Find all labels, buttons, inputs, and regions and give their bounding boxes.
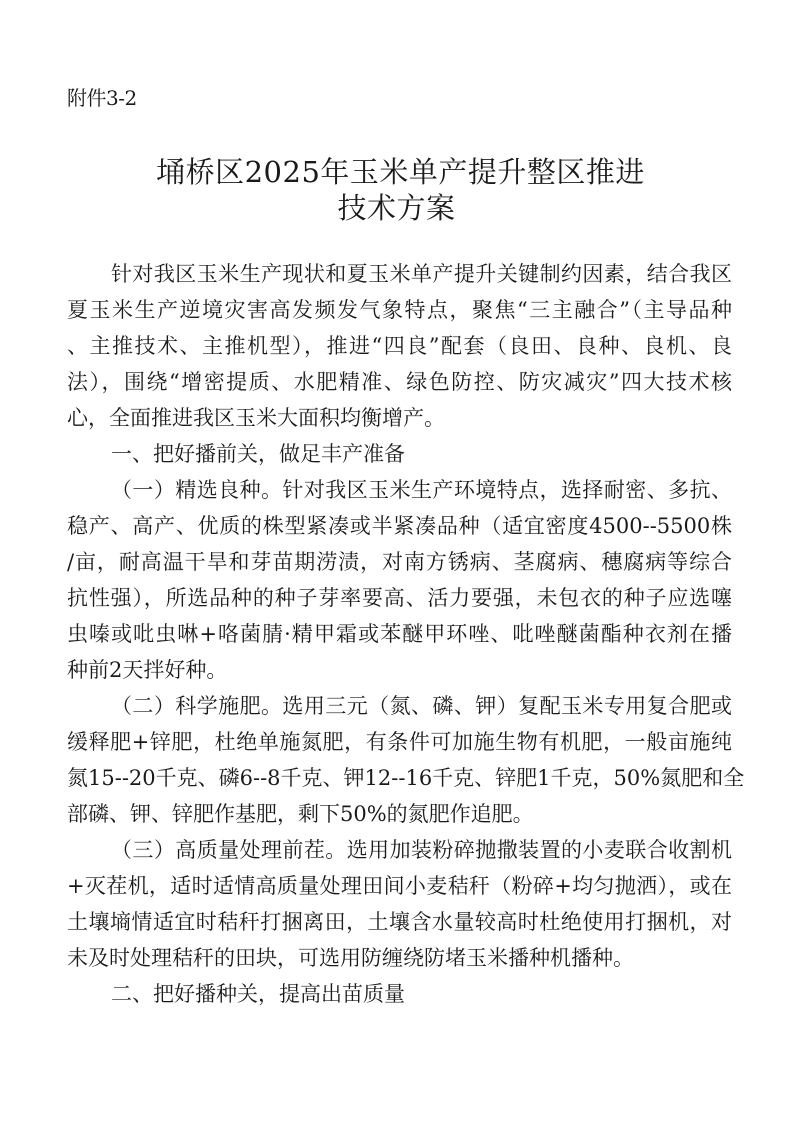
body-text-line: 针对我区玉米生产现状和夏玉米单产提升关键制约因素，结合我区	[111, 262, 732, 286]
subsection-paragraph-start: （二）科学施肥。选用三元（氮、磷、钾）复配玉米专用复合肥或	[111, 694, 732, 718]
body-text-line: +灭茬机，适时适情高质量处理田间小麦秸秆（粉碎+均匀抛洒），或在	[67, 874, 732, 898]
body-text-line: 氮15--20千克、磷6--8千克、钾12--16千克、锌肥1千克，50%氮肥和全	[67, 766, 745, 790]
body-text-line: 种前2天拌好种。	[67, 658, 228, 682]
body-text-line: 缓释肥+锌肥，杜绝单施氮肥，有条件可加施生物有机肥，一般亩施纯	[67, 730, 732, 754]
document-title-line-2: 技术方案	[337, 191, 456, 225]
section-heading: 二、把好播种关，提高出苗质量	[111, 982, 405, 1006]
document-title-line-1: 埇桥区2025年玉米单产提升整区推进	[156, 155, 645, 189]
body-text-line: 心，全面推进我区玉米大面积均衡增产。	[67, 406, 445, 430]
body-text-line: /亩，耐高温干旱和芽苗期涝渍，对南方锈病、茎腐病、穗腐病等综合	[67, 550, 732, 574]
body-text-line: 法），围绕“增密提质、水肥精准、绿色防控、防灾减灾”四大技术核	[67, 370, 732, 394]
body-text-line: 部磷、钾、锌肥作基肥，剩下50%的氮肥作追肥。	[67, 802, 534, 826]
section-heading: 一、把好播前关，做足丰产准备	[111, 442, 405, 466]
body-text-line: 、主推技术、主推机型），推进“四良”配套（良田、良种、良机、良	[67, 334, 732, 358]
body-text-line: 抗性强），所选品种的种子芽率要高、活力要强，未包衣的种子应选噻	[67, 586, 732, 610]
attachment-label: 附件3-2	[67, 86, 137, 110]
body-text-line: 未及时处理秸秆的田块，可选用防缠绕防堵玉米播种机播种。	[67, 946, 634, 970]
body-text-line: 稳产、高产、优质的株型紧凑或半紧凑品种（适宜密度4500--5500株	[67, 514, 732, 538]
body-text-line: 虫嗪或吡虫啉+咯菌腈·精甲霜或苯醚甲环唑、吡唑醚菌酯种衣剂在播	[67, 622, 732, 646]
body-text-line: 土壤墒情适宜时秸秆打捆离田，土壤含水量较高时杜绝使用打捆机，对	[67, 910, 732, 934]
subsection-paragraph-start: （三）高质量处理前茬。选用加装粉碎抛撒装置的小麦联合收割机	[111, 838, 732, 862]
subsection-paragraph-start: （一）精选良种。针对我区玉米生产环境特点，选择耐密、多抗、	[111, 478, 732, 502]
body-text-line: 夏玉米生产逆境灾害高发频发气象特点，聚焦“三主融合”（主导品种	[67, 298, 732, 322]
